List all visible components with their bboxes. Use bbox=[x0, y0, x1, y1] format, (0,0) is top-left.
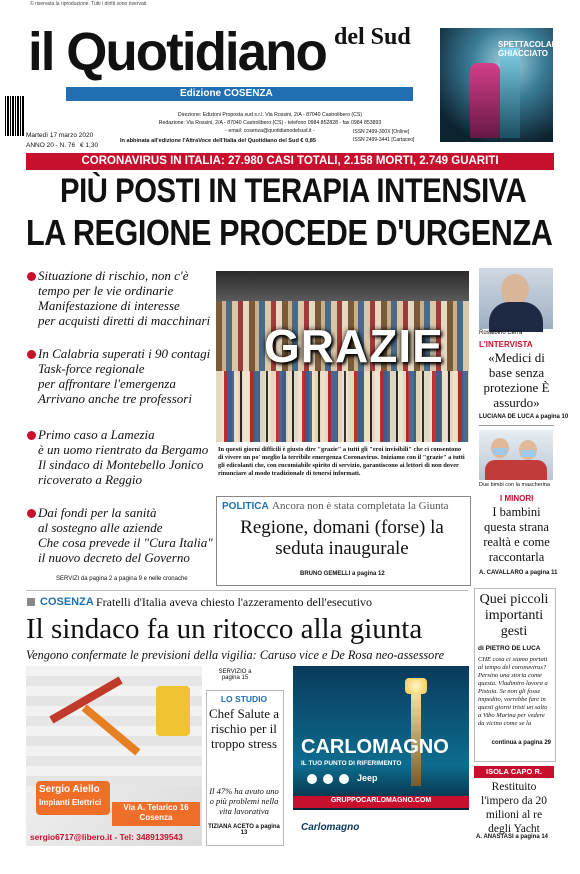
interview-quote[interactable]: «Medici di base senza protezione È assurdo» bbox=[483, 350, 550, 410]
ad-aiello-sub: Impianti Elettrici bbox=[39, 798, 102, 807]
ad-aiello-contact: sergio6717@libero.it - Tel: 3489139543 bbox=[30, 832, 183, 842]
email: - email: cosenza@quotidianodelsud.it - bbox=[225, 128, 315, 134]
studio-headline[interactable]: Chef Salute a rischio per il troppo stress bbox=[208, 706, 280, 751]
isola-byline: A. ANASTASI a pagina 14 bbox=[476, 834, 549, 840]
ad-aiello-address: Via A. Telarico 16 Cosenza bbox=[123, 803, 189, 822]
minori-byline: A. CAVALLARO a pagina 11 bbox=[479, 570, 558, 576]
bullet-marker bbox=[27, 272, 36, 281]
edition-label: Edizione COSENZA bbox=[180, 88, 273, 99]
politica-headline[interactable]: Regione, domani (forse) la seduta inaugurale bbox=[240, 517, 444, 559]
column-author: di PIETRO DE LUCA bbox=[478, 645, 541, 652]
studio-byline: TIZIANA ACETO a pagina 13 bbox=[208, 824, 280, 836]
politica-kicker: POLITICA bbox=[222, 501, 269, 512]
interview-byline: LUCIANA DE LUCA a pagina 10 bbox=[479, 414, 569, 420]
banner-text: CORONAVIRUS IN ITALIA: 27.980 CASI TOTALI, 2.158 MORTI, 2.749 GUARITI bbox=[81, 155, 499, 167]
minori-photo bbox=[479, 430, 553, 480]
interview-photo-caption: Rosalbino Cerra bbox=[479, 330, 523, 336]
bullet-marker bbox=[27, 431, 36, 440]
ad-aiello[interactable] bbox=[26, 666, 202, 846]
cosenza-service: SERVIZIO a pagina 15 bbox=[218, 669, 252, 681]
ad-top-text: SPETTACOLARE GHIACCIATO bbox=[498, 40, 563, 58]
column-text: CHE cosa ci siamo portati al tempo del coronavirus? Persino una storia come questa. Vladimiro lavora a Pistoia. Se non gli fosse impedito, vorrebbe fare in questi giorni tristi un salto a Vibo Marina per vedere da vicino come se la bbox=[478, 656, 548, 727]
divider bbox=[479, 425, 554, 426]
bullet-item-2[interactable]: In Calabria superati i 90 contagi Task-force regionale per affrontare l'emergenza Arrivano anche tre professori bbox=[38, 346, 211, 406]
column-title[interactable]: Quei piccoli importanti gesti bbox=[479, 592, 549, 639]
politica-byline: BRUNO GEMELLI a pagina 12 bbox=[300, 571, 385, 577]
studio-kicker: LO STUDIO bbox=[220, 694, 268, 704]
masthead-title: il Quotidiano bbox=[28, 22, 326, 82]
services-note: SERVIZI da pagina 2 a pagina 9 e nelle cronache bbox=[56, 576, 188, 582]
ad-aiello-name: Sergio Aiello bbox=[39, 784, 100, 795]
date: Martedì 17 marzo 2020 bbox=[26, 132, 94, 139]
top-notice: © riservata la riproduzione. Tutti i diritti sono riservati bbox=[30, 1, 147, 7]
minori-kicker: I MINORI bbox=[500, 494, 534, 503]
ad-carlomagno-brand: Jeep bbox=[357, 773, 378, 783]
bullet-item-1[interactable]: Situazione di rischio, non c'è tempo per le vie ordinarie Manifestazione di interesse per acquisti diretti di macchinari bbox=[38, 268, 211, 328]
bullet-marker bbox=[27, 509, 36, 518]
isola-headline[interactable]: Restituito l'impero da 20 milioni al re degli Yacht bbox=[481, 781, 547, 835]
redazione: Redazione: Via Rossini, 2/A - 87040 Castrolibero (CS) - telefono 0984 852828 - fax 0984 853893 bbox=[158, 120, 382, 126]
issn-online: ISSN 2499-300X [Online] bbox=[353, 129, 410, 135]
ad-carlomagno[interactable] bbox=[293, 666, 469, 846]
interview-photo bbox=[479, 268, 553, 329]
grazie-photo[interactable] bbox=[216, 271, 469, 442]
bullet-item-3[interactable]: Primo caso a Lamezia è un uomo rientrato da Bergamo Il sindaco di Montebello Jonico ricoverato a Reggio bbox=[38, 427, 209, 487]
isola-kicker: ISOLA CAPO R. bbox=[486, 767, 542, 776]
cosenza-headline[interactable]: Il sindaco fa un ritocco alla giunta bbox=[26, 613, 423, 645]
cosenza-kicker-sub: Fratelli d'Italia aveva chiesto l'azzeramento dell'esecutivo bbox=[96, 595, 373, 609]
divider bbox=[26, 590, 468, 591]
direzione: Direzione: Edizioni Proposta sud s.r.l. Via Rossini, 2/A - 87040 Castrolibero (CS) bbox=[177, 112, 363, 118]
minori-text[interactable]: I bambini questa strana realtà e come raccontarla bbox=[483, 505, 550, 564]
studio-deck: Il 47% ha avuto uno o più problemi nella vita lavorativa bbox=[209, 786, 279, 816]
section-square-icon bbox=[27, 598, 35, 606]
cosenza-deck: Vengono confermate le previsioni della vigilia: Caruso vice e De Rosa neo-assessore bbox=[26, 648, 445, 662]
issue: ANNO 20 - N. 76 bbox=[26, 142, 76, 149]
politica-kicker-sub: Ancora non è stata completata la Giunta bbox=[272, 500, 449, 512]
issn-print: ISSN 2499-3441 [Cartaceo] bbox=[353, 137, 415, 143]
ad-carlomagno-url: GRUPPOCARLOMAGNO.COM bbox=[330, 797, 432, 804]
postal-strip bbox=[2, 108, 12, 168]
cosenza-kicker: COSENZA bbox=[40, 596, 94, 608]
grazie-word: GRAZIE bbox=[264, 320, 444, 372]
ad-top-image[interactable] bbox=[440, 28, 563, 142]
interview-kicker: L'INTERVISTA bbox=[479, 340, 533, 349]
price: € 1,30 bbox=[80, 142, 99, 149]
headline-line-1: PIÙ POSTI IN TERAPIA INTENSIVA bbox=[60, 172, 527, 210]
ad-carlomagno-logo: Carlomagno bbox=[301, 822, 360, 833]
abbinata: In abbinata all'edizione l'AltraVoce dell'Italia del Quotidiano del Sud € 0,85 bbox=[120, 138, 316, 144]
ad-carlomagno-tagline: IL TUO PUNTO DI RIFERIMENTO bbox=[301, 760, 402, 767]
masthead-subtitle: del Sud bbox=[334, 24, 411, 50]
bullet-marker bbox=[27, 350, 36, 359]
bullet-item-4[interactable]: Dai fondi per la sanità al sostegno alle aziende Che cosa prevede il "Cura Italia" il nuovo decreto del Governo bbox=[38, 505, 213, 565]
ad-carlomagno-name: CARLOMAGNO bbox=[301, 736, 449, 758]
headline-line-2: LA REGIONE PROCEDE D'URGENZA bbox=[26, 212, 553, 253]
minori-photo-caption: Due bimbi con la mascherina bbox=[479, 482, 550, 488]
column-continua: continua a pagina 29 bbox=[491, 740, 551, 746]
grazie-caption: In questi giorni difficili è giusto dire "grazie" a tutti gli "eroi invisibili" che ci consentono di vivere un po' meglio la terribile emergenza Coronavirus. Iniziamo con il "grazie" a tutti gli edicolanti che, con encomiabile spirito di servizio, garantiscono ai lettori di non dover rinunciare al modo tradizionale di tenersi informati. bbox=[218, 446, 465, 477]
